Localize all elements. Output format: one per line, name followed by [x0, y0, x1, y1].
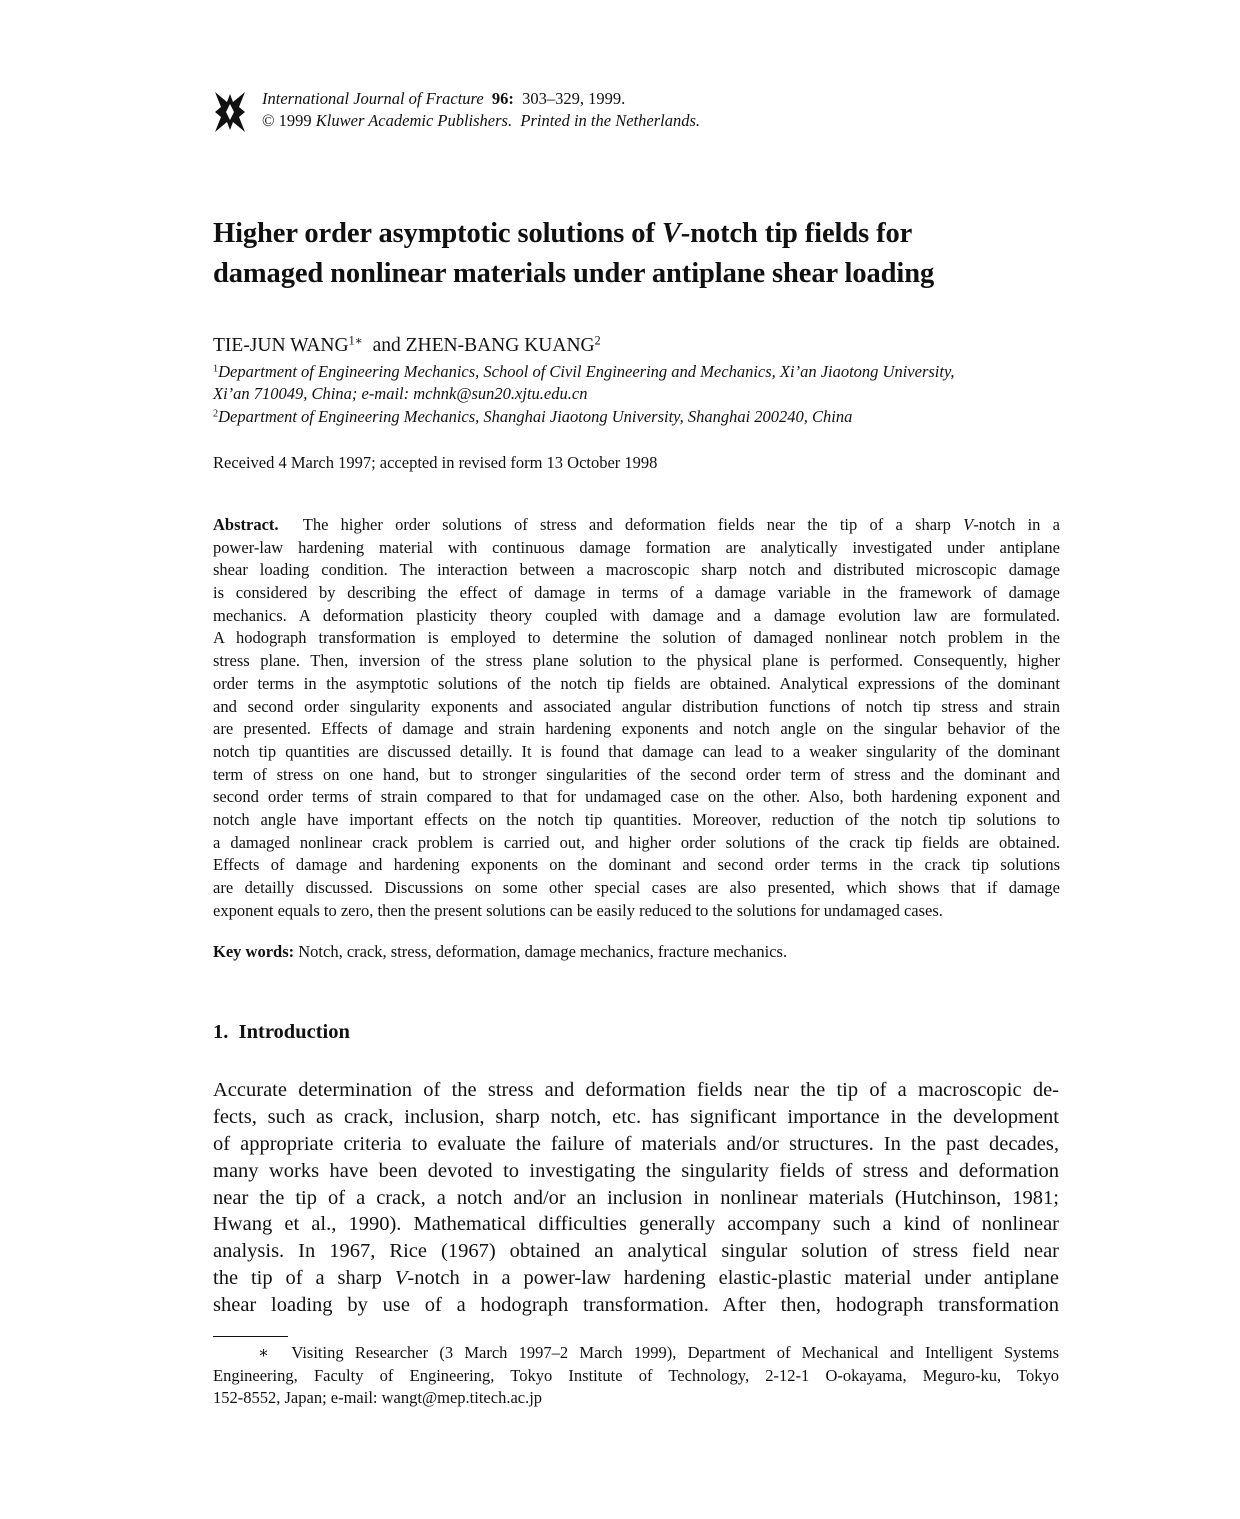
abstract-line: power-law hardening material with continuous damage formation are analytically investigated under antiplane	[213, 537, 1060, 557]
body-line: Hwang et al., 1990). Mathematical difficulties generally accompany such a kind of nonlinear	[213, 1213, 1059, 1236]
section-title: Introduction	[238, 1021, 350, 1043]
authors: TIE-JUN $WANG^{1∗}$ and ZHEN-BANG KUANG$^2$	[213, 333, 601, 356]
keywords-label: Key words:	[213, 942, 295, 961]
body-line: fects, such as crack, inclusion, sharp notch, etc. has significant importance in the development	[213, 1105, 1059, 1128]
abstract-line: Effects of damage and hardening exponents on the dominant and second order terms in the crack tip solutions	[213, 855, 1060, 875]
footnote	[213, 1342, 1059, 1410]
abstract	[213, 514, 1060, 922]
body-line: of appropriate criteria to evaluate the failure of materials and/or structures. In the past decades,	[213, 1132, 1059, 1155]
abstract-line: order terms in the asymptotic solutions of the notch tip fields are obtained. Analytical expressions of the dominant	[213, 673, 1060, 693]
paper-title-line-2: damaged nonlinear materials under antiplane shear loading	[213, 258, 935, 289]
abstract-line: notch angle have important effects on the notch tip quantities. Moreover, reduction of the notch tip solutions to	[213, 809, 1060, 829]
abstract-line: exponent equals to zero, then the present solutions can be easily reduced to the solutions for undamaged cases.	[213, 900, 943, 920]
abstract-line: A hodograph transformation is employed to determine the solution of damaged nonlinear notch problem in the	[213, 628, 1060, 648]
abstract-line: Abstract. The higher order solutions of stress and deformation fields near the tip of a sharp V-notch in a	[213, 515, 1060, 534]
copyright-symbol: ©	[262, 111, 275, 130]
abstract-label: Abstract.	[213, 515, 279, 534]
journal-citation	[262, 88, 625, 110]
body-line: many works have been devoted to investigating the singularity fields of stress and deformation	[213, 1159, 1059, 1182]
abstract-line: term of stress on one hand, but to stronger singularities of the second order term of stress and the dominant and	[213, 764, 1060, 784]
affiliation-1-line-1: $^1$Department of Engineering Mechanics, School of Civil Engineering and Mechanics, Xi’an Jiaotong University,	[213, 362, 955, 381]
affiliation-2: $^2$Department of Engineering Mechanics, Shanghai Jiaotong University, Shanghai 200240, China	[213, 407, 853, 426]
journal-name: International Journal of Fracture	[262, 89, 484, 108]
section-heading	[213, 1021, 350, 1044]
footnote-line: ∗ Visiting Researcher (3 March 1997–2 March 1999), Department of Mechanical and Intelligent Systems	[257, 1343, 1059, 1362]
abstract-line: mechanics. A deformation plasticity theory coupled with damage and a damage evolution law are formulated.	[213, 605, 1060, 625]
author-1: TIE-JUN WANG	[213, 335, 349, 356]
publisher: Kluwer Academic Publishers.	[315, 111, 513, 130]
footnote-line: 152-8552, Japan; e-mail: wangt@mep.titech.ac.jp	[213, 1388, 543, 1408]
body-line: Accurate determination of the stress and deformation fields near the tip of a macroscopic de-	[213, 1079, 1059, 1101]
body-line: near the tip of a crack, a notch and/or an inclusion in nonlinear materials (Hutchinson, 1981;	[213, 1186, 1059, 1209]
abstract-line: is considered by describing the effect of damage in terms of a damage variable in the framework of damage	[213, 583, 1060, 603]
footnote-line: Engineering, Faculty of Engineering, Tokyo Institute of Technology, 2-12-1 O-okayama, Meguro-ku, Tokyo	[213, 1365, 1059, 1385]
body-line: analysis. In 1967, Rice (1967) obtained an analytical singular solution of stress field near	[213, 1240, 1059, 1263]
abstract-line: notch tip quantities are discussed detailly. It is found that damage can lead to a weaker singularity of the dominant	[213, 741, 1060, 761]
body-line: shear loading by use of a hodograph transformation. After then, hodograph transformation	[213, 1294, 1059, 1317]
abstract-line: second order terms of strain compared to that for undamaged case on the other. Also, both hardening exponent and	[213, 787, 1060, 807]
section-number: 1.	[213, 1021, 229, 1043]
printed-in: Printed in the Netherlands.	[520, 111, 701, 130]
body-line: the tip of a sharp V-notch in a power-law hardening elastic-plastic material under antiplane	[213, 1267, 1059, 1290]
abstract-line: are presented. Effects of damage and strain hardening exponents and notch angle on the singular behavior of the	[213, 719, 1060, 739]
intro-paragraph	[213, 1077, 1059, 1319]
abstract-line: stress plane. Then, inversion of the stress plane solution to the physical plane is performed. Consequently, higher	[213, 651, 1060, 671]
journal-pages: 303–329, 1999.	[522, 89, 626, 108]
abstract-line: a damaged nonlinear crack problem is carried out, and higher order solutions of the crack tip fields are obtained.	[213, 832, 1060, 852]
paper-title-line-1: Higher order asymptotic solutions of V-notch tip fields for	[213, 218, 913, 249]
footnote-rule	[213, 1336, 288, 1337]
journal-volume: 96:	[491, 89, 514, 108]
affiliation-1-line-2: Xi’an 710049, China; e-mail: mchnk@sun20.xjtu.edu.cn	[213, 384, 588, 403]
keywords-text: Notch, crack, stress, deformation, damage mechanics, fracture mechanics.	[298, 942, 788, 961]
abstract-line: are detailly discussed. Discussions on some other special cases are also presented, which shows that if damage	[213, 878, 1060, 897]
keywords	[213, 942, 787, 962]
abstract-line: shear loading condition. The interaction between a macroscopic sharp notch and distributed microscopic damage	[213, 560, 1060, 580]
kluwer-logo-icon	[213, 90, 247, 134]
abstract-line: and second order singularity exponents and associated angular distribution functions of notch tip stress and strain	[213, 696, 1060, 716]
received-dates: Received 4 March 1997; accepted in revised form 13 October 1998	[213, 453, 658, 472]
journal-copyright	[262, 110, 700, 132]
copyright-year: 1999	[278, 111, 312, 130]
footnote-mark: ∗	[257, 1343, 270, 1362]
author-2: ZHEN-BANG KUANG	[405, 335, 595, 356]
